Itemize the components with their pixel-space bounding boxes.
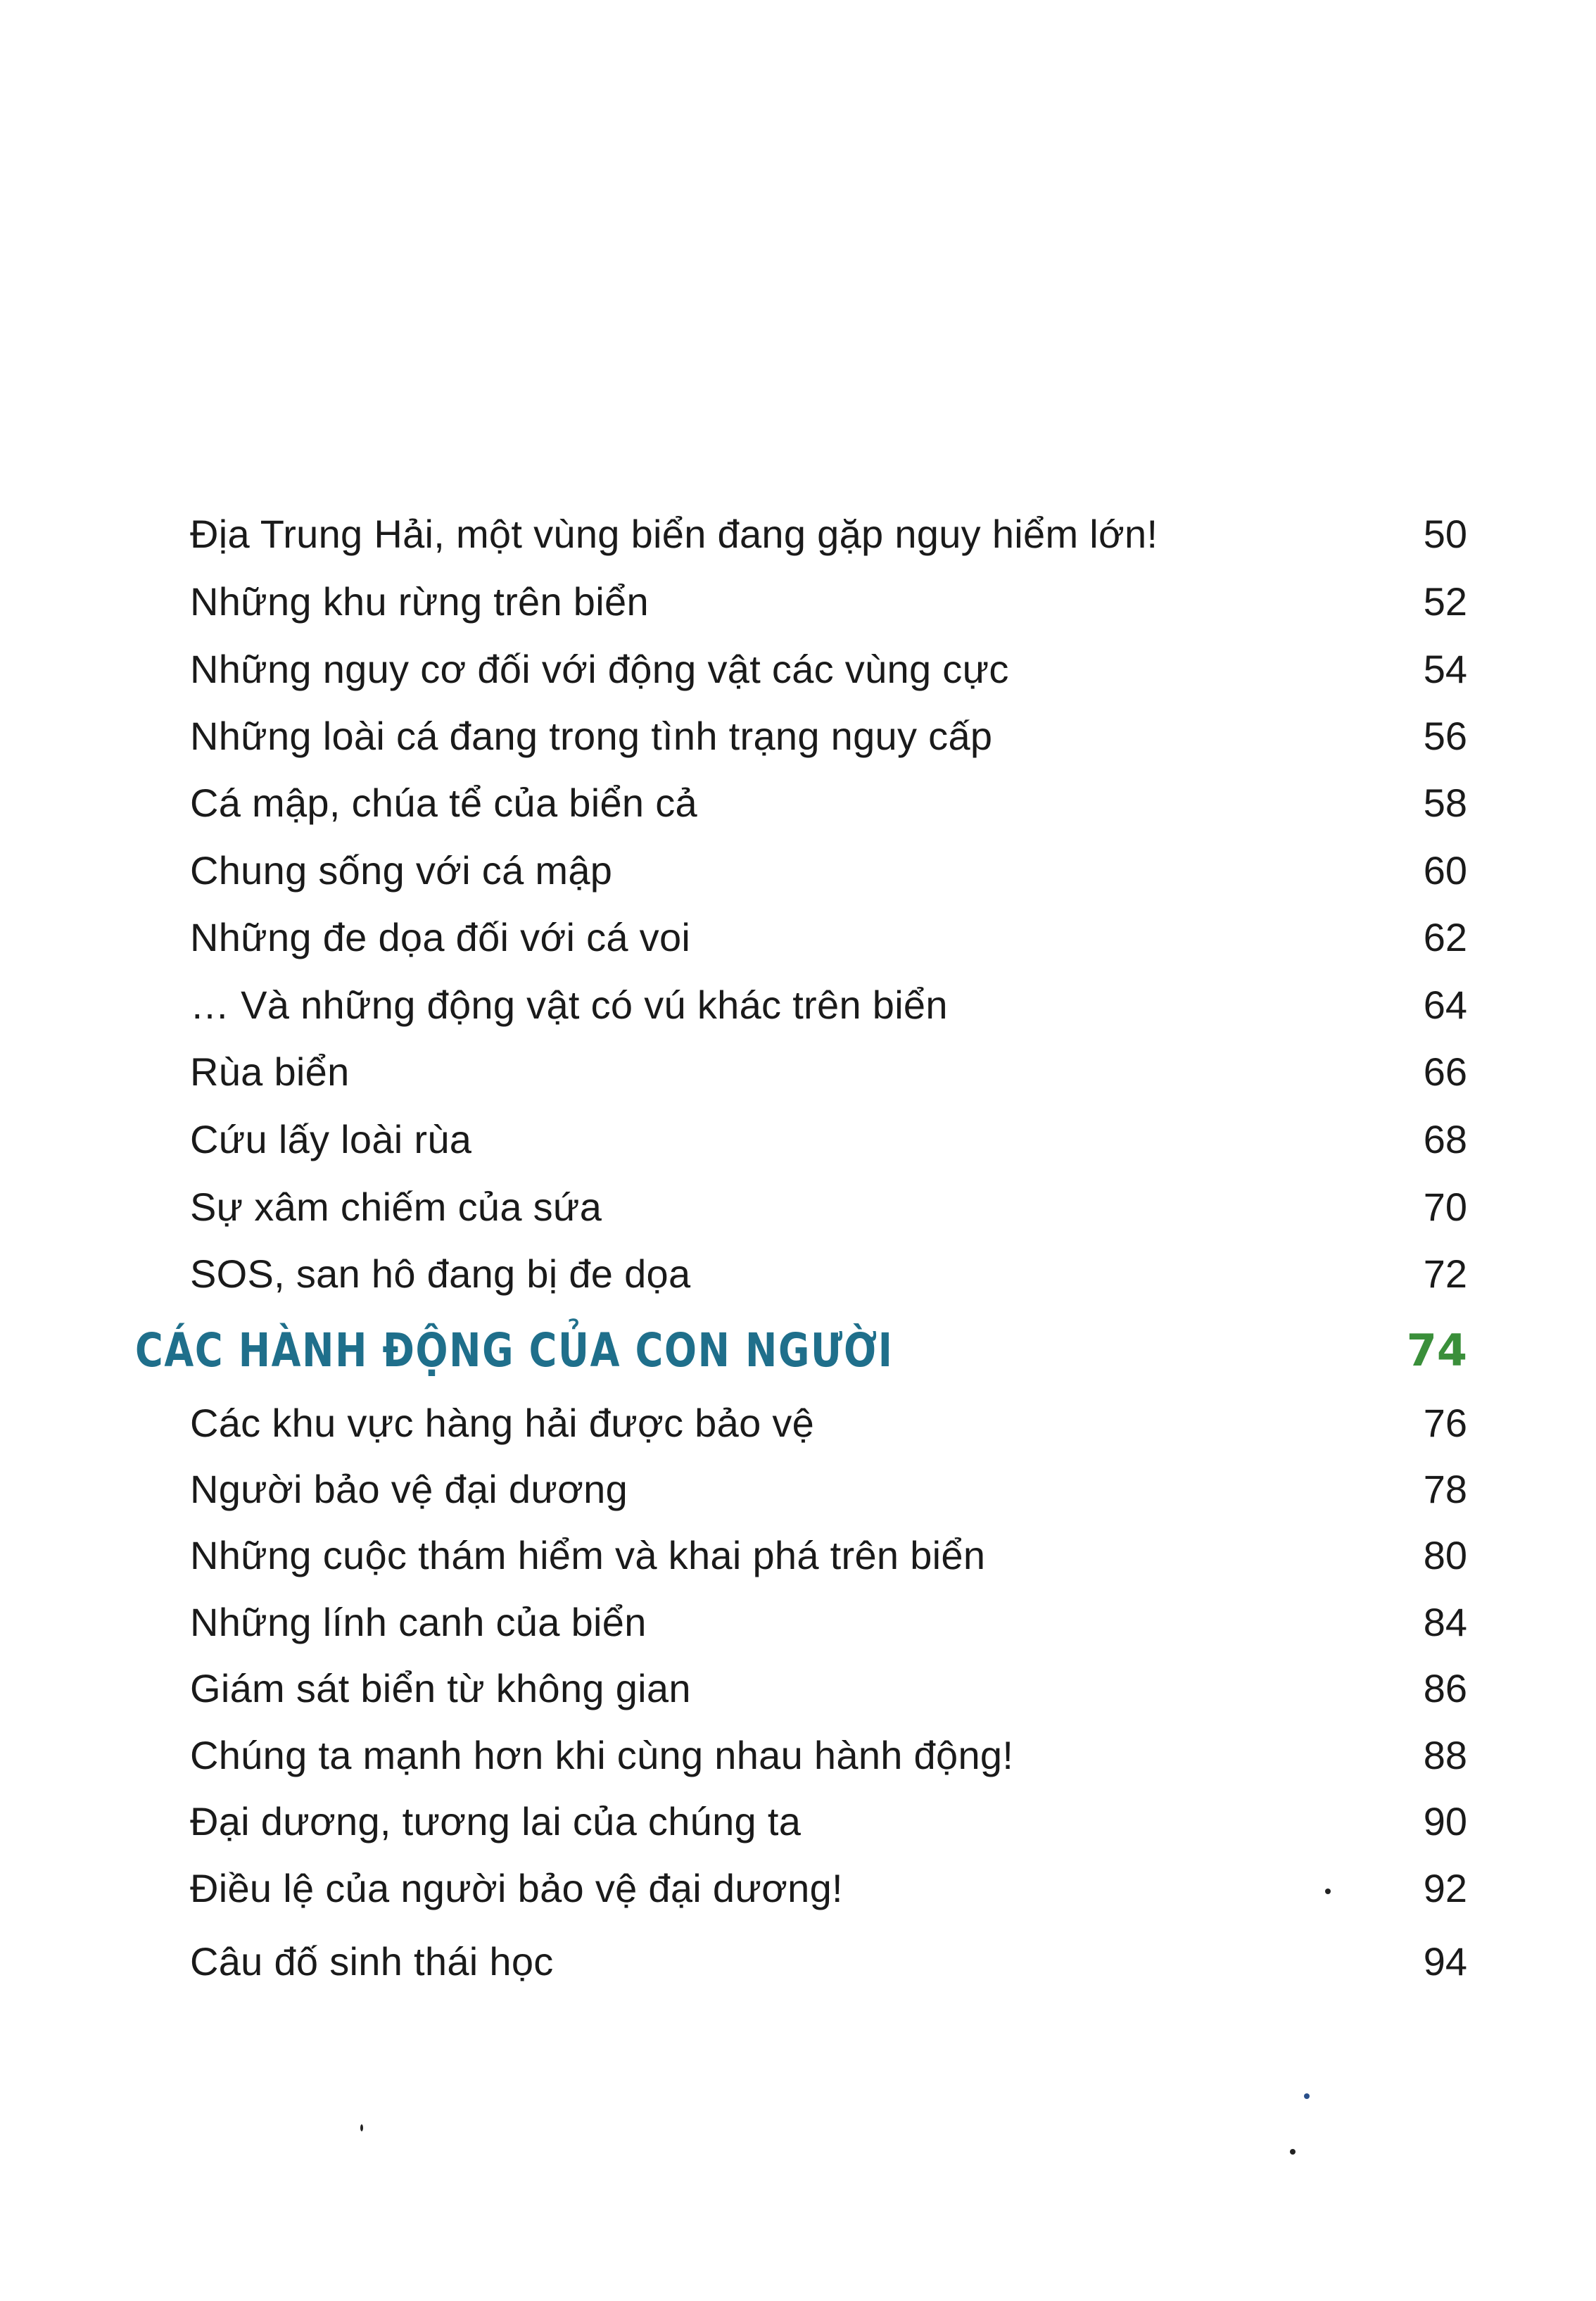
toc-entry-title: Chúng ta mạnh hơn khi cùng nhau hành động!: [190, 1732, 1014, 1777]
toc-entry-page: 58: [1423, 780, 1467, 825]
toc-entry: [190, 904, 1467, 969]
toc-entry-page: 76: [1423, 1400, 1467, 1445]
toc-entry-title: Người bảo vệ đại dương: [190, 1466, 628, 1511]
toc-entry: [190, 1390, 1467, 1455]
toc-entry-title: Cá mập, chúa tể của biển cả: [190, 780, 697, 825]
toc-entry-title: Sự xâm chiếm của sứa: [190, 1184, 602, 1229]
toc-entry-title: Các khu vực hàng hải được bảo vệ: [190, 1400, 815, 1445]
print-speck: [1304, 2093, 1310, 2099]
toc-entry-page: 94: [1423, 1938, 1467, 1984]
toc-entry: [190, 703, 1467, 768]
toc-entry: [190, 1107, 1467, 1171]
toc-entry-page: 64: [1423, 982, 1467, 1027]
print-speck: [360, 2124, 363, 2131]
toc-entry-page: 52: [1423, 579, 1467, 624]
toc-entry: [190, 1855, 1467, 1920]
toc-entry-page: 62: [1423, 914, 1467, 959]
toc-entry: [190, 1929, 1467, 1993]
toc-entry-title: Đại dương, tương lai của chúng ta: [190, 1798, 802, 1843]
toc-entry-title: … Và những động vật có vú khác trên biển: [190, 982, 948, 1027]
toc-entry-title: Cứu lấy loài rùa: [190, 1116, 472, 1161]
toc-entry-title: Những lính canh của biển: [190, 1599, 647, 1644]
toc-entry-page: 90: [1423, 1798, 1467, 1843]
toc-entry-page: 66: [1423, 1049, 1467, 1094]
toc-entry-title: Những khu rừng trên biển: [190, 579, 649, 624]
toc-entry-page: 78: [1423, 1466, 1467, 1511]
toc-entry-title: Những nguy cơ đối với động vật các vùng cực: [190, 646, 1009, 691]
toc-entry: [190, 1039, 1467, 1104]
toc-entry-title: Giám sát biển từ không gian: [190, 1665, 691, 1710]
toc-entry-title: SOS, san hô đang bị đe dọa: [190, 1251, 691, 1296]
toc-entry-page: 60: [1423, 847, 1467, 893]
toc-entry-page: 88: [1423, 1732, 1467, 1777]
print-speck: [1325, 1889, 1331, 1894]
toc-section-heading: [135, 1315, 1467, 1385]
toc-entry: [190, 1656, 1467, 1720]
toc-entry-page: 70: [1423, 1184, 1467, 1229]
toc-entry-title: Điều lệ của người bảo vệ đại dương!: [190, 1865, 843, 1910]
toc-entry: [190, 1241, 1467, 1306]
toc-entry-page: 54: [1423, 646, 1467, 691]
toc-entry: [190, 838, 1467, 902]
toc-entry-title: Địa Trung Hải, một vùng biển đang gặp nguy hiểm lớn!: [190, 511, 1158, 556]
toc-entry-page: 86: [1423, 1665, 1467, 1710]
toc-entry-page: 50: [1423, 511, 1467, 556]
toc-entry-title: Những loài cá đang trong tình trạng nguy cấp: [190, 713, 993, 758]
toc-entry-title: Câu đố sinh thái học: [190, 1938, 554, 1984]
section-title: CÁC HÀNH ĐỘNG CỦA CON NGƯỜI: [135, 1323, 894, 1378]
toc-entry: [190, 501, 1467, 566]
toc-entry-page: 72: [1423, 1251, 1467, 1296]
toc-entry-title: Những đe dọa đối với cá voi: [190, 914, 691, 959]
toc-entry: [190, 770, 1467, 835]
print-speck: [1290, 2149, 1296, 2155]
section-page: 74: [1406, 1324, 1467, 1376]
toc-entry-page: 56: [1423, 713, 1467, 758]
toc-entry: [190, 1456, 1467, 1521]
toc-entry: [190, 1174, 1467, 1239]
toc-entry-page: 80: [1423, 1532, 1467, 1577]
toc-entry: [190, 972, 1467, 1037]
toc-entry: [190, 1523, 1467, 1587]
toc-entry: [190, 636, 1467, 701]
toc-entry-page: 92: [1423, 1865, 1467, 1910]
toc-entry-title: Rùa biển: [190, 1049, 350, 1094]
toc-entry: [190, 569, 1467, 633]
toc-entry-page: 84: [1423, 1599, 1467, 1644]
toc-entry: [190, 1722, 1467, 1787]
toc-entry: [190, 1789, 1467, 1853]
toc-entry: [190, 1589, 1467, 1654]
toc-entry-title: Những cuộc thám hiểm và khai phá trên biển: [190, 1532, 986, 1577]
toc-entry-title: Chung sống với cá mập: [190, 847, 613, 893]
toc-entry-page: 68: [1423, 1116, 1467, 1161]
